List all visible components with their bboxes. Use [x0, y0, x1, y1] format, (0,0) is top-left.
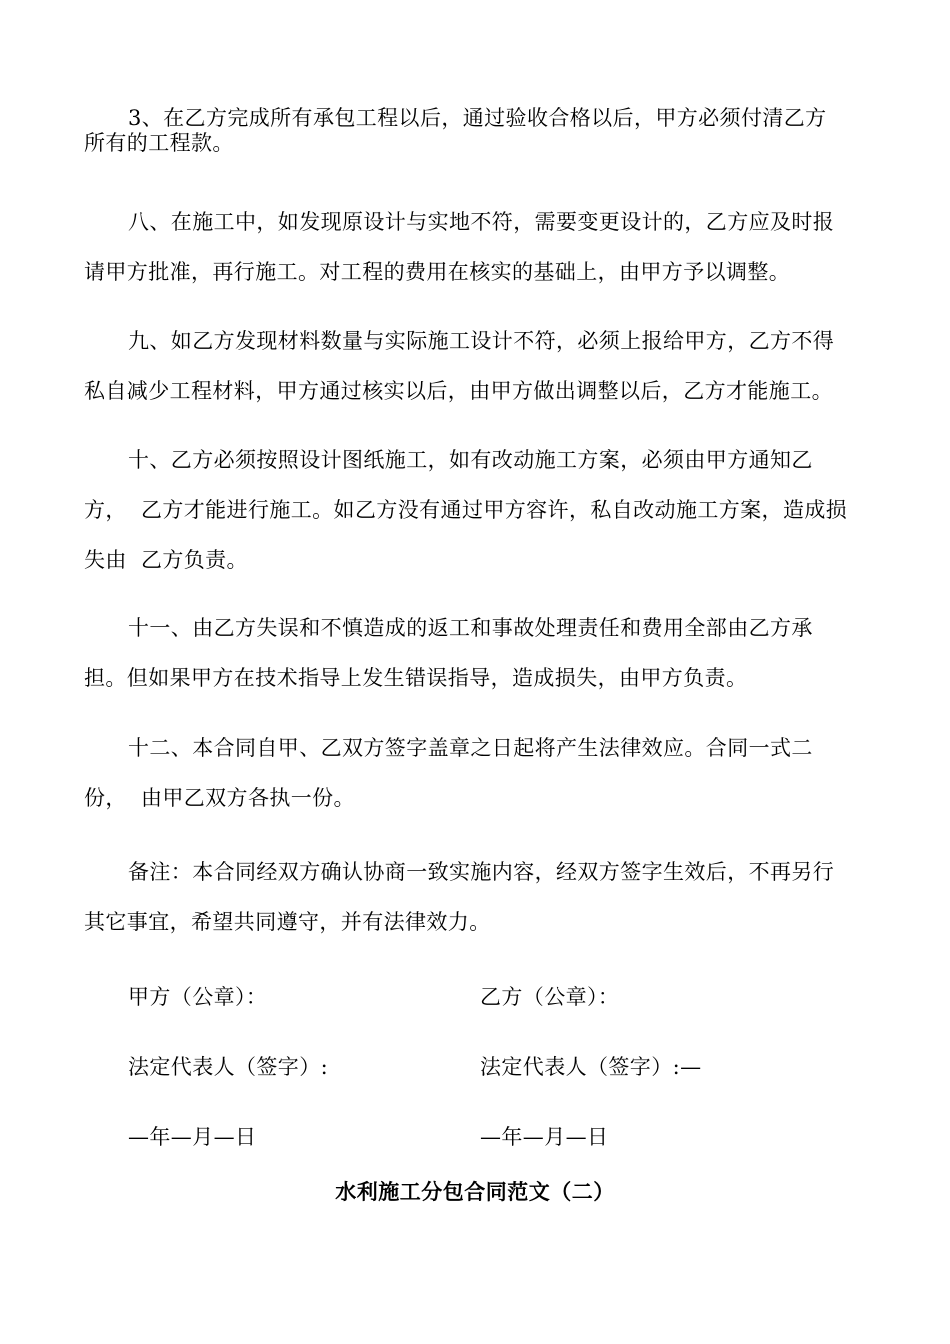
clause-line: 请甲方批准，再行施工。对工程的费用在核实的基础上，由甲方予以调整。: [84, 260, 791, 284]
party-b-date: —年—月—日: [480, 1125, 609, 1149]
party-a-seal: 甲方（公章）：: [128, 985, 268, 1009]
next-document-title: 水利施工分包合同范文（二）: [335, 1180, 615, 1204]
clause-line: 所有的工程款。: [84, 131, 234, 155]
party-a-date: —年—月—日: [128, 1125, 257, 1149]
party-a-representative: 法定代表人（签字）:: [128, 1055, 329, 1079]
clause-9: [84, 316, 884, 416]
clause-10: [84, 435, 884, 585]
remarks: [84, 847, 884, 947]
clause-line: 方， 乙方才能进行施工。如乙方没有通过甲方容许，私自改动施工方案，造成损: [84, 498, 848, 522]
clause-12: [84, 723, 884, 823]
party-b-seal: 乙方（公章）：: [480, 985, 620, 1009]
party-b-representative: 法定代表人（签字）:—: [480, 1055, 702, 1079]
clause-11: [84, 603, 884, 703]
clause-line: 备注：本合同经双方确认协商一致实施内容，经双方签字生效后，不再另行: [128, 860, 835, 884]
clause-line: 十、乙方必须按照设计图纸施工，如有改动施工方案，必须由甲方通知乙: [128, 448, 813, 472]
clause-line: 担。但如果甲方在技术指导上发生错误指导，造成损失，由甲方负责。: [84, 666, 748, 690]
clause-line: 失由 乙方负责。: [84, 548, 248, 572]
clause-line: 八、在施工中，如发现原设计与实地不符，需要变更设计的，乙方应及时报: [128, 210, 835, 234]
clause-line: 私自减少工程材料，甲方通过核实以后，由甲方做出调整以后，乙方才能施工。: [84, 379, 833, 403]
clause-line: 九、如乙方发现材料数量与实际施工设计不符，必须上报给甲方，乙方不得: [128, 329, 835, 353]
clause-line: 十二、本合同自甲、乙双方签字盖章之日起将产生法律效应。合同一式二: [128, 736, 813, 760]
clause-line: 3、在乙方完成所有承包工程以后，通过验收合格以后，甲方必须付清乙方: [128, 106, 827, 130]
clause-line: 其它事宜，希望共同遵守，并有法律效力。: [84, 910, 491, 934]
clause-8: [84, 197, 884, 297]
clause-line: 十一、由乙方失误和不慎造成的返工和事故处理责任和费用全部由乙方承: [128, 616, 813, 640]
clause-line: 份， 由甲乙双方各执一份。: [84, 786, 355, 810]
clause-7-3: [84, 106, 884, 156]
